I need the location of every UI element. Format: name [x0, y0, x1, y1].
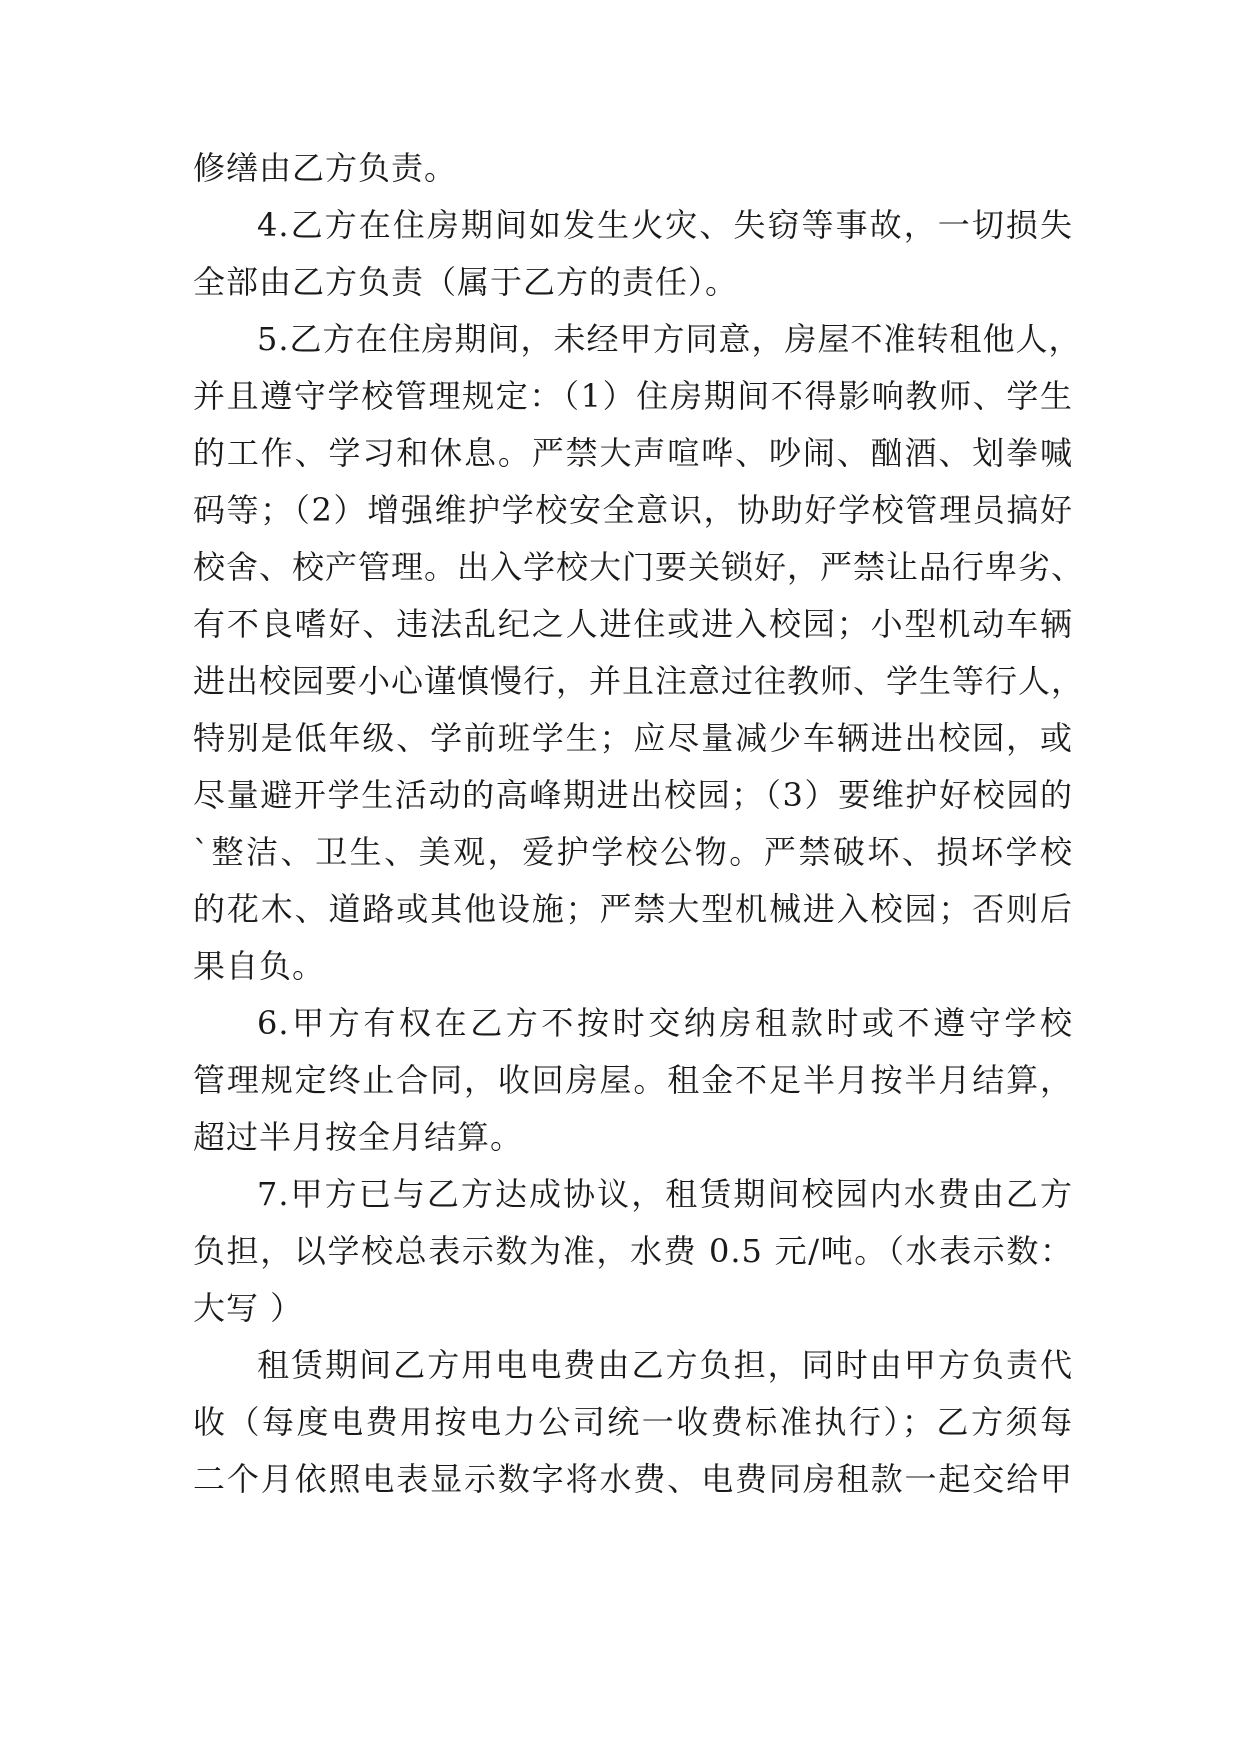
text-line: 修缮由乙方负责。: [193, 149, 458, 187]
text-line: 5.乙方在住房期间，未经甲方同意，房屋不准转租他人，: [257, 320, 1082, 358]
text-line: 超过半月按全月结算。: [193, 1118, 524, 1156]
text-line: 7.甲方已与乙方达成协议，租赁期间校园内水费由乙方: [257, 1175, 1073, 1213]
text-line: 的工作、学习和休息。严禁大声喧哗、吵闹、酗酒、划拳喊: [193, 434, 1073, 472]
text-line: 收（每度电费用按电力公司统一收费标准执行）；乙方须每: [193, 1403, 1073, 1441]
text-line: 进出校园要小心谨慎慢行，并且注意过往教师、学生等行人，: [193, 662, 1085, 700]
text-line: 负担，以学校总表示数为准，水费 0.5 元/吨。（水表示数：: [193, 1232, 1073, 1270]
text-line: 并且遵守学校管理规定：（1）住房期间不得影响教师、学生: [193, 377, 1073, 415]
text-line: 尽量避开学生活动的高峰期进出校园；（3）要维护好校园的: [193, 776, 1073, 814]
text-line: 租赁期间乙方用电电费由乙方负担，同时由甲方负责代: [257, 1346, 1073, 1384]
text-line: 大写 ）: [193, 1289, 304, 1327]
text-line: 的花木、道路或其他设施；严禁大型机械进入校园；否则后: [193, 890, 1073, 928]
text-line: 全部由乙方负责（属于乙方的责任）。: [193, 263, 739, 301]
text-line: 有不良嗜好、违法乱纪之人进住或进入校园；小型机动车辆: [193, 605, 1073, 643]
text-line: 特别是低年级、学前班学生；应尽量减少车辆进出校园，或: [193, 719, 1073, 757]
text-line: 果自负。: [193, 947, 326, 985]
text-line: `整洁、卫生、美观，爱护学校公物。严禁破坏、损坏学校: [193, 833, 1073, 871]
text-line: 6.甲方有权在乙方不按时交纳房租款时或不遵守学校: [257, 1004, 1073, 1042]
text-line: 二个月依照电表显示数字将水费、电费同房租款一起交给甲: [193, 1460, 1073, 1498]
text-line: 管理规定终止合同，收回房屋。租金不足半月按半月结算，: [193, 1061, 1073, 1099]
text-line: 码等；（2）增强维护学校安全意识，协助好学校管理员搞好: [193, 491, 1073, 529]
text-line: 4.乙方在住房期间如发生火灾、失窃等事故，一切损失: [257, 206, 1073, 244]
text-line: 校舍、校产管理。出入学校大门要关锁好，严禁让品行卑劣、: [193, 548, 1085, 586]
